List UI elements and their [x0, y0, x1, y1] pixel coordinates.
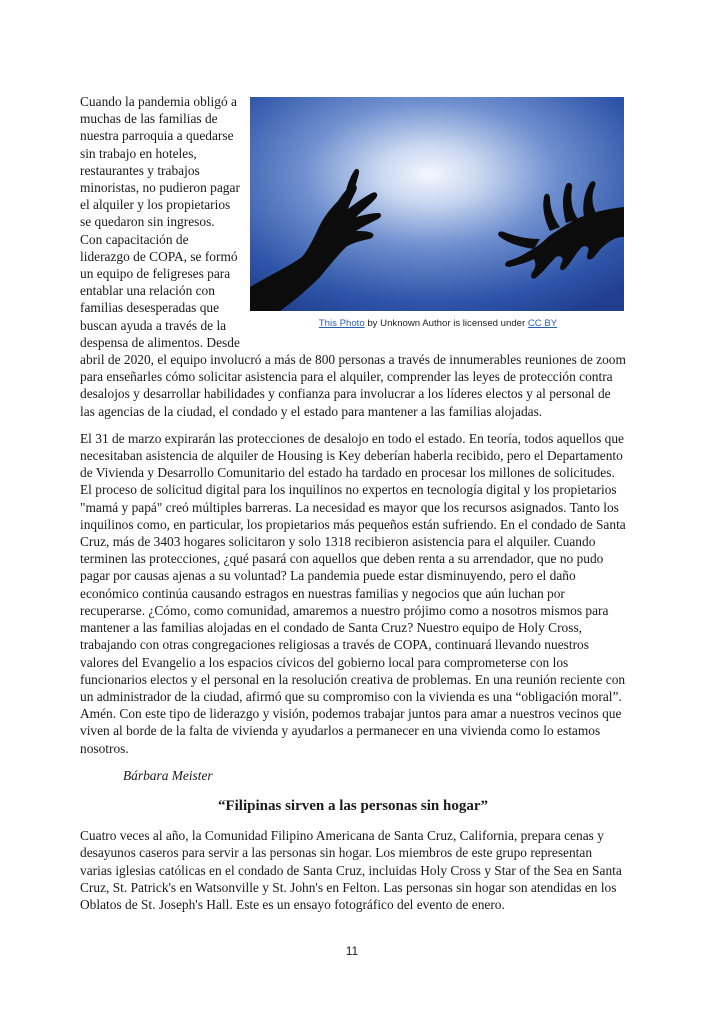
- author-signature: Bárbara Meister: [123, 767, 213, 783]
- section-heading: “Filipinas sirven a las personas sin hogar”: [217, 797, 489, 814]
- paragraph-filipino-community: Cuatro veces al año, la Comunidad Filipino Americana de Santa Cruz, California, prepara cenas y desayunos caseros para servir a las personas sin hogar. Los miembros de este grupo representan varias iglesias católicas en el condado de Santa Cruz, incluidas Holy Cross y Star of the Sea en Santa Cruz, St. Patrick's en Watsonville y St. John's en Felton. Las personas sin hogar son atendidas en los Oblatos de St. Joseph's Hall. Este es un ensayo fotográfico del evento de enero.: [80, 828, 622, 912]
- paragraph-eviction: El 31 de marzo expirarán las protecciones de desalojo en todo el estado. En teoría, todos aquellos que necesitaban asistencia de alquiler de Housing is Key deberían haberla recibido, pero el Departamento de Vivienda y Desarrollo Comunitario del estado ha tardado en procesar los millones de solicitudes. El proceso de solicitud digital para los inquilinos no expertos en tecnología digital y los propietarios "mamá y papá" creó múltiples barreras. La necesidad es mayor que los recursos asignados. Tanto los inquilinos como, en particular, los propietarios más pequeños están sufriendo. En el condado de Santa Cruz, más de 3403 hogares solicitaron y solo 1318 recibieron asistencia para el alquiler. Cuando terminen las protecciones, ¿qué pasará con aquellos que deben renta a su arrendador, que no pudo pagar por causas ajenas a su voluntad? La pandemia puede estar disminuyendo, pero el daño económico continúa causando estragos en nuestras familias y negocios que aún luchan por recuperarse. ¿Cómo, como comunidad, amaremos a nuestro prójimo como a nosotros mismos para mantener a las familias alojadas en el condado de Santa Cruz? Nuestro equipo de Holy Cross, trabajando con otras congregaciones religiosas a través de COPA, continuará llevando nuestros valores del Evangelio a los espacios cívicos del gobierno local para comprometerse con los funcionarios electos y el personal en la resolución creativa de problemas. En una reunión reciente con un administrador de la ciudad, afirmó que su compromiso con la vivienda es una “obligación moral”. Amén. Con este tipo de liderazgo y visión, podemos trabajar juntos para amar a nuestros vecinos que viven al borde de la falta de vivienda y ayudarlos a permanecer en una vivienda como lo estamos nosotros.: [80, 430, 626, 756]
- reaching-hands-photo: [250, 97, 624, 311]
- page-number: 11: [345, 944, 359, 958]
- license-link[interactable]: CC BY: [527, 318, 558, 329]
- document-page: [80, 93, 626, 923]
- photo-link[interactable]: This Photo: [318, 318, 365, 329]
- credit-text: by Unknown Author is licensed under: [364, 318, 528, 329]
- paragraph-intro: Cuando la pandemia obligó a muchas de las familias de nuestra parroquia a quedarse sin trabajo en hoteles, restaurantes y trabajos minoristas, no pudieron pagar el alquiler y los propietarios se quedaron sin ingresos. Con capacitación de liderazgo de COPA, se formó un equipo de feligreses para entablar una relación con familias desesperadas que buscan ayuda a través de la despensa de alimentos. Desde abril de 2020, el equipo involucró a más de 800 personas a través de innumerables reuniones de zoom para enseñarles cómo solicitar asistencia para el alquiler, comprender las leyes de protección contra desalojos y desarrollar habilidades y confianza para involucrar a los líderes electos y al personal de las agencias de la ciudad, el condado y el estado para mantener a las familias alojadas.: [80, 94, 626, 419]
- photo-credit: [250, 315, 626, 332]
- photo-figure: [250, 97, 626, 332]
